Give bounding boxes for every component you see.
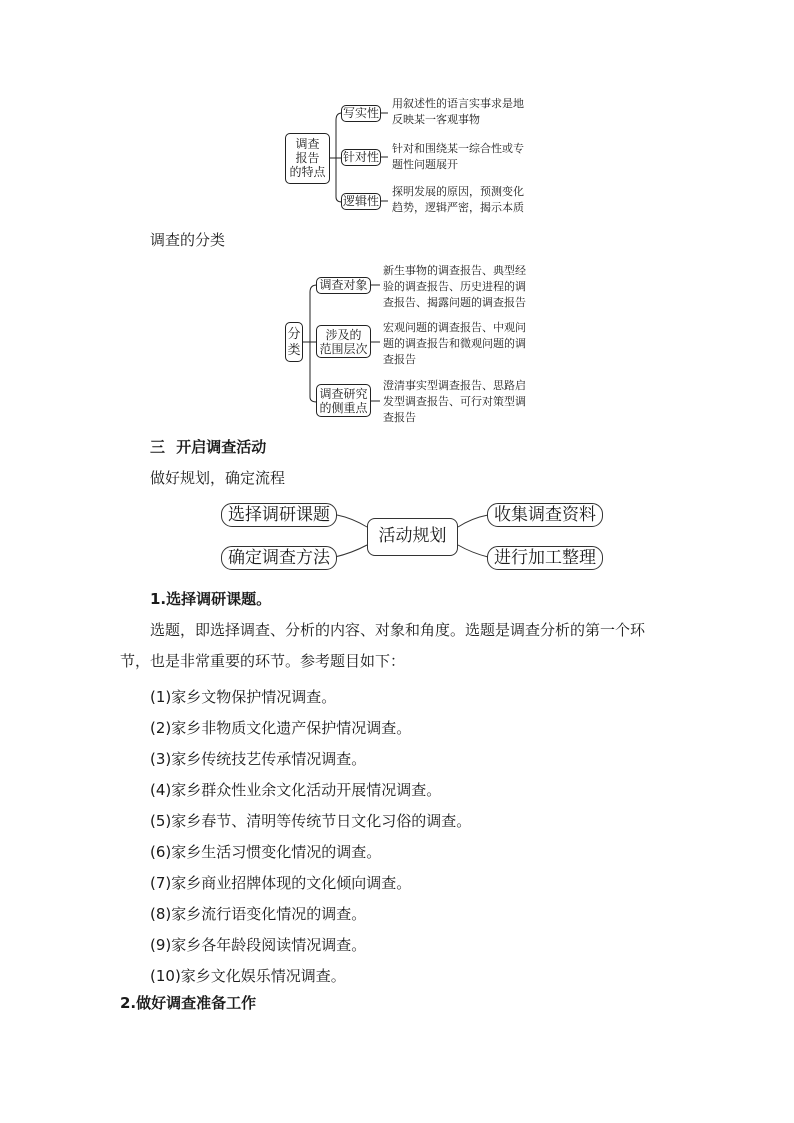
classification-root-box	[285, 322, 303, 362]
activity-node-determine-method	[221, 546, 337, 570]
section3-number: 三	[150, 438, 166, 456]
features-root-line-3: 的特点	[289, 165, 326, 179]
activity-node-process-organize	[487, 546, 603, 570]
features-desc-targeting-line-1: 针对和围绕某一综合性或专	[392, 142, 524, 155]
features-branch-targeting-label: 针对性	[342, 150, 379, 164]
activity-node-collect-materials	[487, 503, 603, 527]
section3-subtitle: 做好规划，确定流程	[150, 469, 286, 487]
classification-desc-focus	[383, 378, 526, 426]
list-item: (1)家乡文物保护情况调查。	[150, 688, 337, 706]
activity-center-node	[367, 518, 458, 556]
features-desc-targeting-line-2: 题性问题展开	[392, 158, 458, 171]
features-branch-logic-label: 逻辑性	[342, 194, 379, 208]
step1-heading: 1.选择调研课题。	[150, 590, 272, 608]
list-item: (4)家乡群众性业余文化活动开展情况调查。	[150, 781, 442, 799]
classification-desc-focus-line-2: 发型调查报告、可行对策型调	[383, 395, 526, 408]
features-desc-logic-line-2: 趋势，逻辑严密，揭示本质	[392, 201, 524, 214]
features-root-line-2: 报告	[295, 151, 320, 165]
section3-title: 开启调查活动	[176, 438, 267, 456]
classification-desc-object-line-2: 验的调查报告、历史进程的调	[383, 280, 526, 293]
features-desc-realism	[392, 96, 524, 128]
classification-branch-object	[316, 277, 371, 294]
classification-branch-focus-line-1: 调查研究	[319, 387, 368, 401]
classification-desc-object-line-1: 新生事物的调查报告、典型经	[383, 264, 526, 277]
classification-branch-scope	[316, 325, 371, 358]
classification-desc-scope-line-3: 查报告	[383, 353, 416, 366]
classification-branch-scope-line-2: 范围层次	[319, 342, 368, 356]
classification-desc-scope-line-2: 题的调查报告和微观问题的调	[383, 337, 526, 350]
classification-root-line-1: 分	[287, 327, 301, 342]
list-item: (2)家乡非物质文化遗产保护情况调查。	[150, 719, 412, 737]
list-item: (7)家乡商业招牌体现的文化倾向调查。	[150, 874, 412, 892]
classification-desc-scope	[383, 320, 526, 368]
list-item: (3)家乡传统技艺传承情况调查。	[150, 750, 367, 768]
classification-desc-focus-line-1: 澄清事实型调查报告、思路启	[383, 379, 526, 392]
classification-desc-scope-line-1: 宏观问题的调查报告、中观问	[383, 321, 526, 334]
features-root-box	[285, 133, 330, 184]
section3-heading	[150, 437, 266, 457]
classification-branch-scope-line-1: 涉及的	[325, 328, 362, 342]
features-branch-logic	[341, 193, 381, 210]
features-desc-realism-line-1: 用叙述性的语言实事求是地	[392, 97, 524, 110]
step1-paragraph-line-1: 选题，即选择调查、分析的内容、对象和角度。选题是调查分析的第一个环	[150, 621, 646, 639]
classification-branch-focus-line-2: 的侧重点	[319, 401, 368, 415]
features-desc-targeting	[392, 141, 524, 173]
features-branch-realism-label: 写实性	[342, 106, 379, 120]
list-item: (9)家乡各年龄段阅读情况调查。	[150, 936, 367, 954]
topic-list	[150, 682, 471, 992]
activity-node-select-topic	[221, 503, 337, 527]
classification-desc-focus-line-3: 查报告	[383, 411, 416, 424]
classification-branch-focus	[316, 384, 371, 417]
classification-desc-object	[383, 263, 526, 311]
step1-paragraph-line-2: 节，也是非常重要的环节。参考题目如下：	[120, 652, 406, 670]
features-branch-realism	[341, 105, 381, 122]
activity-node-select-topic-label: 选择调研课题	[228, 505, 330, 525]
features-desc-realism-line-2: 反映某一客观事物	[392, 113, 480, 126]
activity-node-process-organize-label: 进行加工整理	[494, 548, 596, 568]
activity-node-collect-materials-label: 收集调查资料	[494, 505, 596, 525]
features-desc-logic	[392, 184, 524, 216]
list-item: (5)家乡春节、清明等传统节日文化习俗的调查。	[150, 812, 472, 830]
list-item: (8)家乡流行语变化情况的调查。	[150, 905, 367, 923]
activity-node-determine-method-label: 确定调查方法	[228, 548, 330, 568]
activity-center-label: 活动规划	[378, 526, 447, 546]
classification-root-line-2: 类	[287, 343, 301, 358]
features-desc-logic-line-1: 探明发展的原因，预测变化	[392, 185, 524, 198]
step2-heading: 2.做好调查准备工作	[120, 994, 257, 1012]
classification-branch-object-label: 调查对象	[319, 278, 368, 292]
classification-heading: 调查的分类	[150, 231, 226, 249]
features-root-line-1: 调查	[295, 137, 320, 151]
list-item: (10)家乡文化娱乐情况调查。	[150, 967, 346, 985]
features-branch-targeting	[341, 149, 381, 166]
list-item: (6)家乡生活习惯变化情况的调查。	[150, 843, 382, 861]
classification-desc-object-line-3: 查报告、揭露问题的调查报告	[383, 296, 526, 309]
